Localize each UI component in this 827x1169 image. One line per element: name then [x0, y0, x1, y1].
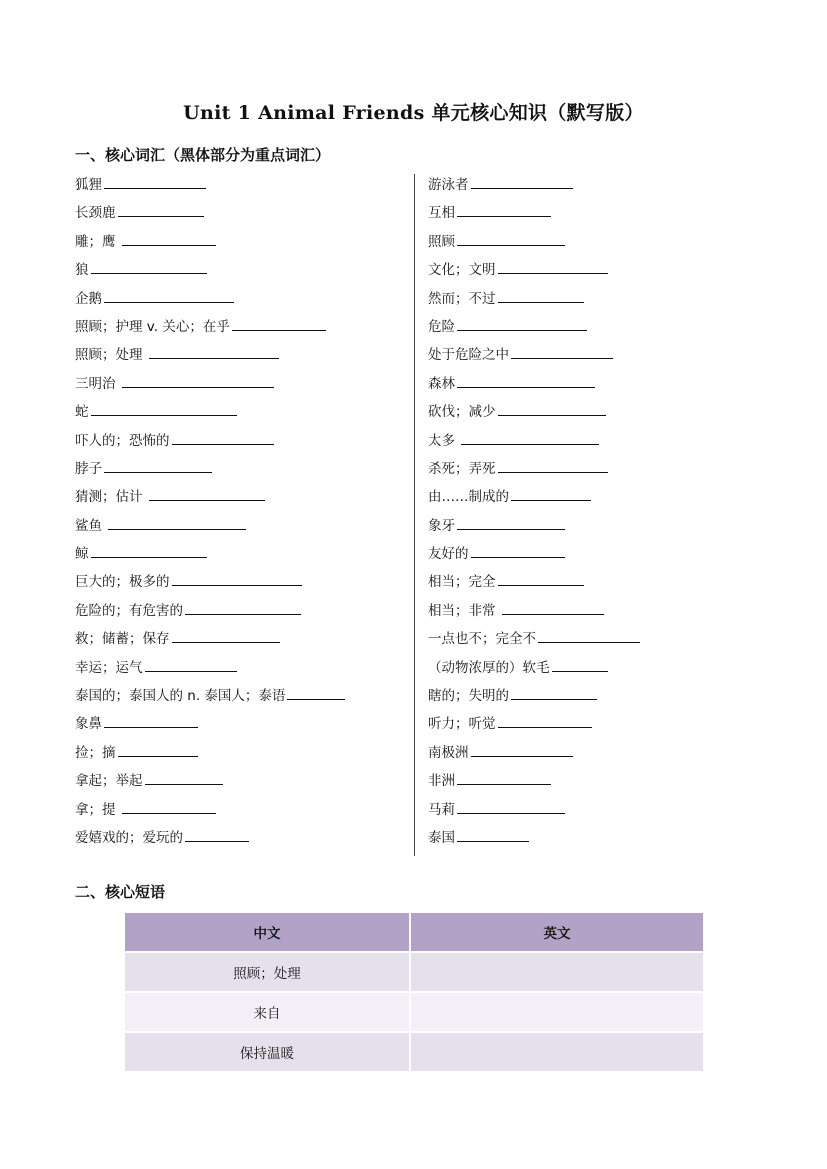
phrase-english-blank[interactable]: [410, 1032, 703, 1072]
vocab-chinese: 然而；不过: [428, 290, 496, 307]
vocab-item: [75, 598, 345, 626]
vocab-chinese: 猜测；估计: [75, 489, 147, 506]
answer-blank[interactable]: [118, 742, 198, 757]
phrase-chinese: 来自: [125, 992, 410, 1032]
vocab-chinese: 拿；提: [75, 801, 120, 818]
vocab-item: [428, 172, 640, 200]
phrase-english-blank[interactable]: [410, 992, 703, 1032]
answer-blank[interactable]: [457, 799, 565, 814]
vocab-chinese: 游泳者: [428, 177, 469, 193]
answer-blank[interactable]: [538, 628, 640, 643]
vocab-item: [428, 484, 640, 512]
answer-blank[interactable]: [457, 515, 565, 530]
vocab-chinese: 鲨鱼: [75, 517, 107, 534]
answer-blank[interactable]: [118, 202, 204, 217]
answer-blank[interactable]: [104, 713, 198, 728]
vocab-chinese: 危险: [428, 318, 455, 335]
vocab-item: [75, 825, 345, 853]
vocab-item: [428, 626, 640, 654]
answer-blank[interactable]: [122, 231, 216, 246]
answer-blank[interactable]: [122, 799, 216, 814]
vocab-item: [428, 428, 640, 456]
answer-blank[interactable]: [471, 174, 573, 189]
vocab-chinese: 非洲: [428, 773, 455, 790]
vocab-chinese: 砍伐；减少: [428, 404, 496, 421]
vocab-item: [428, 342, 640, 370]
answer-blank[interactable]: [457, 373, 595, 388]
answer-blank[interactable]: [104, 288, 234, 303]
answer-blank[interactable]: [104, 174, 206, 189]
vocab-item: [75, 456, 345, 484]
vocab-chinese: 相当；完全: [428, 574, 496, 591]
phrases-table: [125, 913, 703, 1073]
table-row: [125, 952, 703, 992]
answer-blank[interactable]: [104, 458, 212, 473]
answer-blank[interactable]: [498, 259, 608, 274]
vocab-item: [428, 541, 640, 569]
section-vocabulary-heading: 一、核心词汇（黑体部分为重点词汇）: [75, 146, 331, 164]
vocab-item: [75, 229, 345, 257]
vocab-item: [428, 399, 640, 427]
header-english: 英文: [410, 913, 703, 952]
section-phrases-heading: 二、核心短语: [75, 883, 166, 901]
answer-blank[interactable]: [287, 685, 345, 700]
vocab-chinese: 蛇: [75, 404, 89, 421]
vocabulary-left-column: [75, 172, 345, 853]
vocab-chinese: 瞎的；失明的: [428, 688, 509, 705]
table-row: [125, 1032, 703, 1072]
answer-blank[interactable]: [457, 202, 551, 217]
vocab-chinese: 太多: [428, 432, 460, 449]
vocab-chinese: 象鼻: [75, 716, 102, 733]
vocab-item: [75, 286, 345, 314]
vocab-chinese: 幸运；运气: [75, 659, 143, 676]
vocab-item: [75, 257, 345, 285]
vocab-item: [75, 711, 345, 739]
vocab-chinese: 巨大的；极多的: [75, 574, 170, 591]
answer-blank[interactable]: [471, 543, 565, 558]
vocab-item: [428, 229, 640, 257]
answer-blank[interactable]: [145, 770, 223, 785]
answer-blank[interactable]: [498, 401, 606, 416]
vocab-chinese: 救；储蓄；保存: [75, 631, 170, 648]
vocab-item: [428, 797, 640, 825]
vocab-item: [75, 428, 345, 456]
vocab-chinese: 互相: [428, 205, 455, 222]
answer-blank[interactable]: [457, 827, 529, 842]
vocab-chinese: （动物浓厚的）软毛: [428, 659, 550, 676]
vocab-item: [428, 768, 640, 796]
vocab-chinese: 森林: [428, 375, 455, 392]
answer-blank[interactable]: [149, 486, 265, 501]
answer-blank[interactable]: [172, 430, 274, 445]
answer-blank[interactable]: [511, 685, 597, 700]
vocab-item: [75, 683, 345, 711]
answer-blank[interactable]: [172, 571, 302, 586]
vocab-item: [75, 797, 345, 825]
vocab-chinese: 听力；听觉: [428, 716, 496, 733]
answer-blank[interactable]: [471, 742, 573, 757]
phrase-chinese: 保持温暖: [125, 1032, 410, 1072]
answer-blank[interactable]: [108, 515, 246, 530]
answer-blank[interactable]: [498, 458, 608, 473]
vocab-chinese: 捡；摘: [75, 744, 116, 761]
vocab-item: [75, 314, 345, 342]
vocab-item: [75, 342, 345, 370]
vocab-item: [75, 172, 345, 200]
table-header-row: [125, 913, 703, 952]
vocab-chinese: 友好的: [428, 546, 469, 563]
vocab-chinese: 吓人的；恐怖的: [75, 432, 170, 449]
page-title: Unit 1 Animal Friends 单元核心知识（默写版）: [183, 102, 644, 124]
answer-blank[interactable]: [91, 401, 237, 416]
vocab-item: [428, 711, 640, 739]
vocab-chinese: 文化；文明: [428, 262, 496, 279]
table-row: [125, 992, 703, 1032]
vocab-item: [75, 768, 345, 796]
column-divider: [414, 174, 415, 856]
vocab-item: [428, 200, 640, 228]
vocab-chinese: 马莉: [428, 801, 455, 818]
vocab-chinese: 三明治: [75, 375, 120, 392]
vocab-chinese: 南极洲: [428, 744, 469, 761]
vocab-item: [75, 200, 345, 228]
vocab-chinese: 脖子: [75, 460, 102, 477]
vocab-item: [428, 286, 640, 314]
vocab-item: [428, 655, 640, 683]
vocab-chinese: 象牙: [428, 517, 455, 534]
vocab-item: [75, 569, 345, 597]
vocab-chinese: 照顾；处理: [75, 347, 147, 364]
vocab-chinese: 照顾: [428, 233, 455, 250]
vocab-item: [75, 626, 345, 654]
vocab-chinese: 爱嬉戏的；爱玩的: [75, 829, 183, 846]
phrase-english-blank[interactable]: [410, 952, 703, 992]
vocab-item: [75, 541, 345, 569]
vocab-chinese: 处于危险之中: [428, 347, 509, 364]
answer-blank[interactable]: [149, 344, 279, 359]
vocab-chinese: 照顾；护理 v. 关心；在乎: [75, 318, 230, 335]
vocab-chinese: 泰国的；泰国人的 n. 泰国人；泰语: [75, 688, 286, 705]
answer-blank[interactable]: [457, 231, 565, 246]
answer-blank[interactable]: [552, 657, 608, 672]
vocab-chinese: 泰国: [428, 829, 455, 846]
answer-blank[interactable]: [91, 259, 207, 274]
vocab-item: [428, 371, 640, 399]
vocabulary-right-column: [428, 172, 640, 853]
answer-blank[interactable]: [185, 827, 249, 842]
vocab-chinese: 长颈鹿: [75, 205, 116, 222]
vocab-chinese: 狼: [75, 262, 89, 279]
vocab-item: [428, 513, 640, 541]
vocab-item: [428, 825, 640, 853]
vocab-item: [75, 399, 345, 427]
vocab-chinese: 一点也不；完全不: [428, 631, 536, 648]
vocab-chinese: 雕；鹰: [75, 233, 120, 250]
answer-blank[interactable]: [232, 316, 326, 331]
vocab-chinese: 狐狸: [75, 177, 102, 193]
vocab-item: [428, 598, 640, 626]
vocab-item: [428, 456, 640, 484]
vocab-item: [428, 257, 640, 285]
phrase-chinese: 照顾；处理: [125, 952, 410, 992]
answer-blank[interactable]: [502, 600, 604, 615]
answer-blank[interactable]: [511, 344, 613, 359]
answer-blank[interactable]: [511, 486, 591, 501]
vocab-item: [75, 655, 345, 683]
answer-blank[interactable]: [461, 430, 599, 445]
vocab-item: [75, 740, 345, 768]
answer-blank[interactable]: [122, 373, 274, 388]
vocab-item: [75, 484, 345, 512]
answer-blank[interactable]: [498, 713, 592, 728]
answer-blank[interactable]: [185, 600, 301, 615]
vocab-item: [75, 371, 345, 399]
answer-blank[interactable]: [91, 543, 207, 558]
answer-blank[interactable]: [457, 770, 551, 785]
vocab-item: [428, 314, 640, 342]
vocab-item: [428, 569, 640, 597]
vocab-chinese: 相当；非常: [428, 602, 500, 619]
vocab-chinese: 鲸: [75, 546, 89, 563]
vocab-chinese: 企鹅: [75, 290, 102, 307]
header-chinese: 中文: [125, 913, 410, 952]
vocab-item: [75, 513, 345, 541]
answer-blank[interactable]: [498, 288, 584, 303]
answer-blank[interactable]: [457, 316, 587, 331]
vocab-chinese: 由……制成的: [428, 489, 509, 506]
vocab-chinese: 拿起；举起: [75, 773, 143, 790]
answer-blank[interactable]: [145, 657, 237, 672]
answer-blank[interactable]: [172, 628, 280, 643]
vocab-item: [428, 683, 640, 711]
vocab-item: [428, 740, 640, 768]
vocab-chinese: 危险的；有危害的: [75, 602, 183, 619]
answer-blank[interactable]: [498, 571, 584, 586]
vocab-chinese: 杀死；弄死: [428, 460, 496, 477]
